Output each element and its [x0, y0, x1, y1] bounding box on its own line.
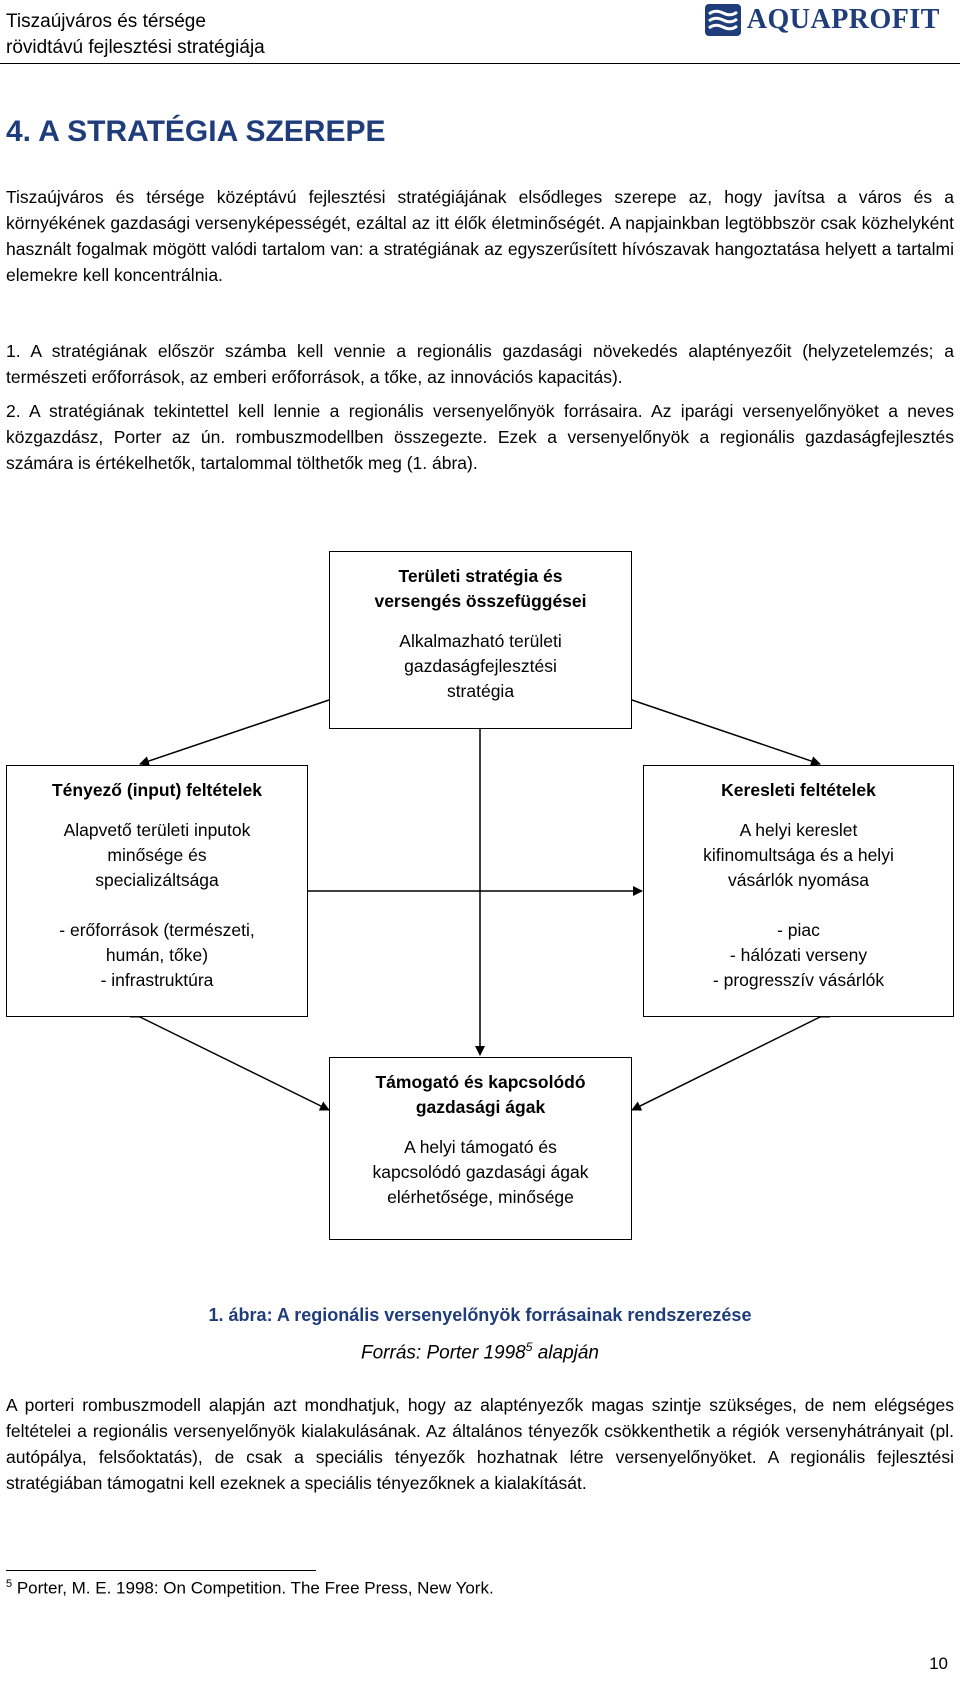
section-title: 4. A STRATÉGIA SZEREPE: [6, 115, 386, 148]
box-strategy-line: Alkalmazható területi: [399, 631, 562, 651]
box-factor-line: Alapvető területi inputok: [63, 820, 251, 840]
footnote-ref: 5: [525, 1340, 533, 1354]
box-strategy-title-1: Területi stratégia és: [398, 566, 563, 586]
page-number: 10: [929, 1654, 948, 1673]
box-demand-line: A helyi kereslet: [739, 820, 858, 840]
box-related-line: kapcsolódó gazdasági ágak: [372, 1162, 589, 1182]
intro-paragraph: Tiszaújváros és térsége középtávú fejlesztési stratégiájának elsődleges szerepe az, hogy javítsa a város és a környékének gazdasági versenyképességét, ezáltal az itt élők életminőségét. A napjainkban legtöbbször csak közhelyként használt fogalmak mögött valódi tartalom van: a stratégiának az egyszerűsített hívószavak hangoztatása helyett a tartalmi elemekre kell koncentrálnia.: [6, 187, 954, 285]
arrow-top-right: [632, 700, 820, 764]
running-header-line1: Tiszaújváros és térsége: [6, 11, 206, 32]
box-strategy-line: stratégia: [446, 681, 515, 701]
box-factor-line: humán, tőke): [105, 945, 209, 965]
box-related-title-2: gazdasági ágak: [415, 1097, 546, 1117]
box-demand-line: vásárlók nyomása: [727, 870, 870, 890]
logo-text: AQUAPROFIT: [746, 4, 940, 35]
arrow-right-bottom: [632, 1017, 820, 1110]
box-demand-line: - hálózati verseny: [729, 945, 868, 965]
box-related-line: elérhetősége, minősége: [387, 1187, 574, 1207]
box-factor-title: Tényező (input) feltételek: [51, 780, 263, 800]
source-suffix: alapján: [532, 1342, 599, 1364]
point-2-paragraph: 2. A stratégiának tekintettel kell lennie a regionális versenyelőnyök forrásaira. Az iparági versenyelőnyöket a neves közgazdász, Porter az ún. rombuszmodellben összegezte. Ezek a versenyelőnyök a regionális gazdaságfejlesztés számára is értékelhetők, tartalommal tölthetők meg (1. ábra).: [6, 401, 954, 473]
point-1-paragraph: 1. A stratégiának először számba kell vennie a regionális gazdasági növekedés alaptényezőit (helyzetelemzés; a természeti erőforrások, az emberi erőforrások, a tőke, az innovációs kapacitás).: [6, 341, 954, 387]
figure-source: [0, 1340, 960, 1364]
box-demand-line: kifinomultsága és a helyi: [703, 845, 894, 865]
box-related-line: A helyi támogató és: [404, 1137, 557, 1157]
closing-paragraph: A porteri rombuszmodell alapján azt mondhatjuk, hogy az alaptényezők magas szintje szükséges, de nem elégséges feltételei a regionális versenyelőnyök kialakulásának. Az általános tényezők csökkenthetik a régiók versenyhátrányait (pl. autópálya, felsőoktatás), de csak a speciális tényezők hozhatnak létre versenyelőnyöket. A regionális fejlesztési stratégiában támogatni kell ezeknek a speciális tényezőknek a kialakítását.: [6, 1395, 954, 1493]
box-demand-title: Keresleti feltételek: [721, 780, 876, 800]
box-demand-conditions: [643, 765, 954, 1017]
box-demand-line: - piac: [777, 920, 820, 940]
box-related-industries: [329, 1057, 632, 1240]
arrow-top-left: [140, 700, 329, 764]
source-text: Forrás: Porter 1998: [361, 1342, 526, 1364]
footnote: [6, 1578, 494, 1599]
box-related-title-1: Támogató és kapcsolódó: [375, 1072, 586, 1092]
arrow-left-bottom: [140, 1017, 329, 1110]
footnote-number: 5: [6, 1578, 13, 1590]
box-demand-line: - progresszív vásárlók: [712, 970, 885, 990]
box-factor-line: minősége és: [107, 845, 207, 865]
box-strategy-line: gazdaságfejlesztési: [404, 656, 557, 676]
box-factor-line: specializáltsága: [95, 870, 219, 890]
running-header-line2: rövidtávú fejlesztési stratégiája: [6, 37, 265, 58]
box-strategy: [329, 551, 632, 729]
footnote-rule: [6, 1570, 316, 1571]
box-factor-line: - erőforrások (természeti,: [59, 920, 255, 940]
figure-caption: 1. ábra: A regionális versenyelőnyök forrásainak rendszerezése: [208, 1305, 752, 1325]
box-strategy-title-2: versengés összefüggései: [374, 591, 587, 611]
box-factor-conditions: [6, 765, 308, 1017]
footnote-text: Porter, M. E. 1998: On Competition. The Free Press, New York.: [12, 1578, 494, 1598]
box-factor-line: - infrastruktúra: [100, 970, 214, 990]
